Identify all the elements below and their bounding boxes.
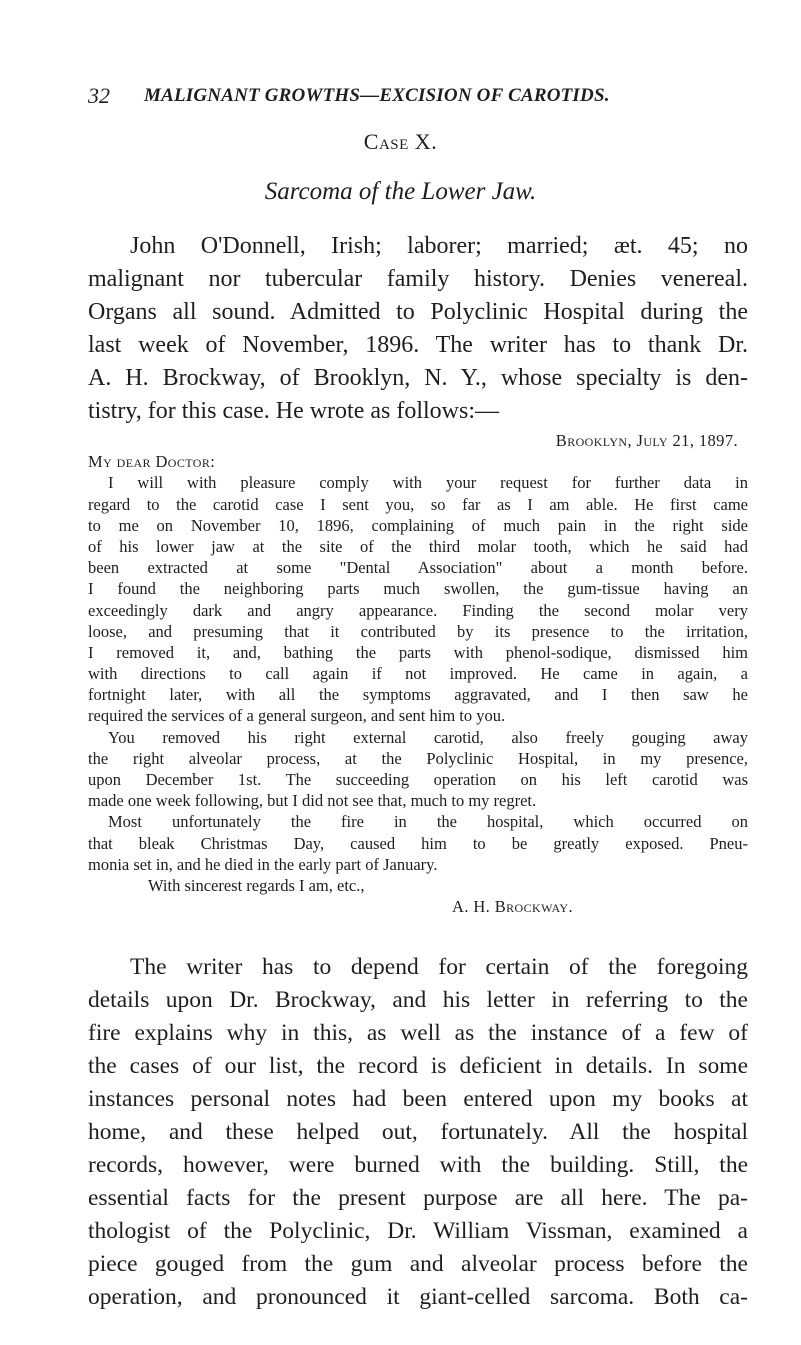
text-line: malignant nor tubercular family history. Denies venereal. [88, 266, 748, 292]
text-line: tistry, for this case. He wrote as follows:— [88, 398, 500, 424]
running-head [88, 84, 748, 108]
letter-line: upon December 1st. The succeeding operation on his left carotid was [88, 770, 748, 789]
text-line: details upon Dr. Brockway, and his letter in referring to the [88, 987, 748, 1013]
letter-line: regard to the carotid case I sent you, so far as I am able. He first came [88, 494, 748, 514]
running-title: MALIGNANT GROWTHS—EXCISION OF CAROTIDS. [144, 85, 610, 106]
letter-line: fortnight later, with all the symptoms aggravated, and I then saw he [88, 685, 748, 705]
text-line: fire explains why in this, as well as the instance of a few of [88, 1020, 748, 1046]
letter-line: with directions to call again if not improved. He came in again, a [88, 664, 748, 684]
text-line: instances personal notes had been entered upon my books at [88, 1086, 748, 1112]
letter-closing: With sincerest regards I am, etc., [148, 875, 365, 895]
page-number: 32 [88, 83, 110, 108]
text-line: thologist of the Polyclinic, Dr. William Vissman, examined a [88, 1218, 748, 1244]
letter-line: of his lower jaw at the site of the third molar tooth, which he said had [88, 536, 748, 556]
letter-salutation: My dear Doctor: [88, 452, 216, 472]
text-line: piece gouged from the gum and alveolar process before the [88, 1251, 748, 1277]
text-line: John O'Donnell, Irish; laborer; married; æt. 45; no [130, 233, 748, 259]
intro-paragraph [88, 230, 748, 428]
quoted-letter [88, 430, 748, 917]
text-line: The writer has to depend for certain of the foregoing [130, 954, 748, 980]
letter-line: been extracted at some "Dental Association" about a month before. [88, 558, 748, 578]
text-line: A. H. Brockway, of Brooklyn, N. Y., whose specialty is den- [88, 365, 748, 391]
letter-line: monia set in, and he died in the early part of January. [88, 854, 438, 874]
letter-line: You removed his right external carotid, also freely gouging away [108, 727, 748, 747]
letter-line: I will with pleasure comply with your request for further data in [108, 473, 748, 493]
text-line: records, however, were burned with the building. Still, the [88, 1152, 748, 1178]
letter-line: to me on November 10, 1896, complaining of much pain in the right side [88, 515, 748, 535]
conclusion-paragraph [88, 951, 748, 1314]
text-line: essential facts for the present purpose are all here. The pa- [88, 1185, 748, 1211]
text-line: Organs all sound. Admitted to Polyclinic Hospital during the [88, 299, 748, 325]
letter-line: the right alveolar process, at the Polyclinic Hospital, in my presence, [88, 748, 748, 768]
text-line: last week of November, 1896. The writer has to thank Dr. [88, 332, 748, 358]
case-subtitle: Sarcoma of the Lower Jaw. [264, 178, 537, 205]
letter-line: loose, and presuming that it contributed by its presence to the irritation, [88, 621, 748, 641]
letter-dateline: Brooklyn, July 21, 1897. [555, 431, 738, 450]
letter-signature: A. H. Brockway. [452, 897, 574, 917]
letter-line: that bleak Christmas Day, caused him to be greatly exposed. Pneu- [88, 833, 748, 853]
letter-line: made one week following, but I did not see that, much to my regret. [88, 791, 537, 811]
letter-line: I found the neighboring parts much swollen, the gum-tissue having an [88, 579, 748, 599]
letter-line: Most unfortunately the fire in the hospital, which occurred on [108, 812, 748, 832]
letter-line: exceedingly dark and angry appearance. Finding the second molar very [88, 600, 748, 620]
text-line: the cases of our list, the record is deficient in details. In some [88, 1053, 748, 1079]
case-heading: Case X. [363, 129, 438, 154]
text-line: operation, and pronounced it giant-celled sarcoma. Both ca- [88, 1284, 748, 1310]
letter-line: I removed it, and, bathing the parts with phenol-sodique, dismissed him [88, 642, 748, 662]
letter-line: required the services of a general surgeon, and sent him to you. [88, 706, 506, 726]
text-line: home, and these helped out, fortunately. All the hospital [88, 1119, 748, 1145]
